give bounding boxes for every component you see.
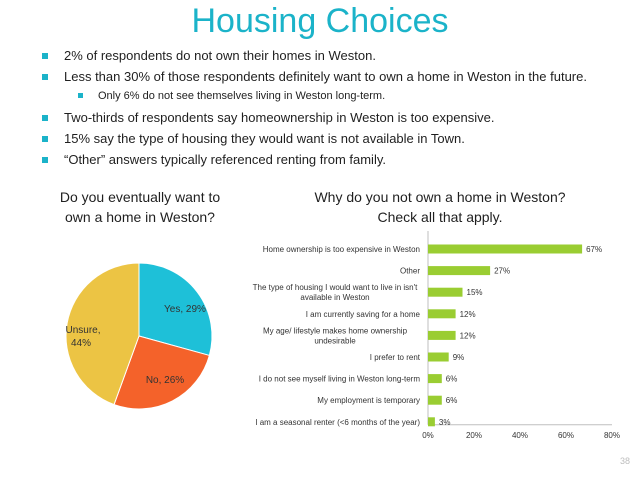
bar-value-label: 6% (445, 374, 458, 384)
bullet-text: “Other” answers typically referenced renting from family. (64, 152, 386, 167)
bar (428, 374, 442, 383)
bar-value-label: 27% (494, 266, 511, 276)
bullet-text: Two-thirds of respondents say homeownership in Weston is too expensive. (64, 110, 495, 125)
bullet-text: Only 6% do not see themselves living in Weston long-term. (98, 90, 386, 102)
category-label: I do not see myself living in Weston long-term (258, 374, 420, 384)
bar-value-label: 6% (445, 396, 458, 406)
bar-value-label: 15% (466, 288, 483, 298)
category-label: available in Weston (300, 293, 370, 303)
bar-value-label: 9% (452, 353, 465, 362)
page-title: Housing Choices (191, 2, 449, 40)
category-label: My employment is temporary (317, 396, 420, 406)
bar (428, 396, 442, 405)
bullet-text: 15% say the type of housing they would want is not available in Town. (64, 131, 465, 146)
category-label: My age/ lifestyle makes home ownership (262, 326, 408, 336)
bar (428, 417, 435, 426)
category-label: undesirable (314, 336, 356, 346)
bar (428, 331, 456, 340)
x-tick-label: 40% (511, 430, 529, 440)
bar-value-label: 12% (459, 309, 476, 319)
pie-label: Yes, 29% (164, 304, 206, 315)
category-label: Home ownership is too expensive in Weston (262, 245, 420, 254)
category-label: Other (399, 266, 420, 276)
bullet-text: 2% of respondents do not own their homes in Weston. (64, 48, 376, 63)
x-tick-label: 0% (422, 430, 434, 440)
pie-label: No, 26% (145, 375, 185, 386)
bar-value-label: 12% (459, 331, 476, 341)
bar (428, 288, 463, 297)
x-tick-label: 80% (603, 430, 621, 440)
category-label: The type of housing I would want to live in isn't (252, 283, 418, 293)
page-number: 38 (619, 456, 630, 466)
pie-label: Unsure, (65, 325, 101, 336)
bar (428, 309, 456, 318)
bar-value-label: 67% (586, 245, 603, 254)
x-tick-label: 20% (465, 430, 483, 440)
bar-value-label: 3% (438, 417, 451, 427)
bar (428, 353, 449, 362)
bar (428, 245, 582, 254)
x-tick-label: 60% (557, 430, 575, 440)
pie-label: 44% (70, 338, 92, 349)
category-label: I am a seasonal renter (<6 months of the year) (255, 417, 420, 427)
category-label: I prefer to rent (369, 353, 420, 362)
category-label: I am currently saving for a home (305, 309, 420, 319)
bar-chart-title-text: Why do you not own a home in Weston? Check all that apply. (314, 189, 566, 225)
pie-chart-title-text: Do you eventually want to own a home in Weston? (59, 189, 221, 225)
bullet-text: Less than 30% of those respondents definitely want to own a home in Weston in the future. (64, 69, 587, 84)
bar (428, 266, 490, 275)
